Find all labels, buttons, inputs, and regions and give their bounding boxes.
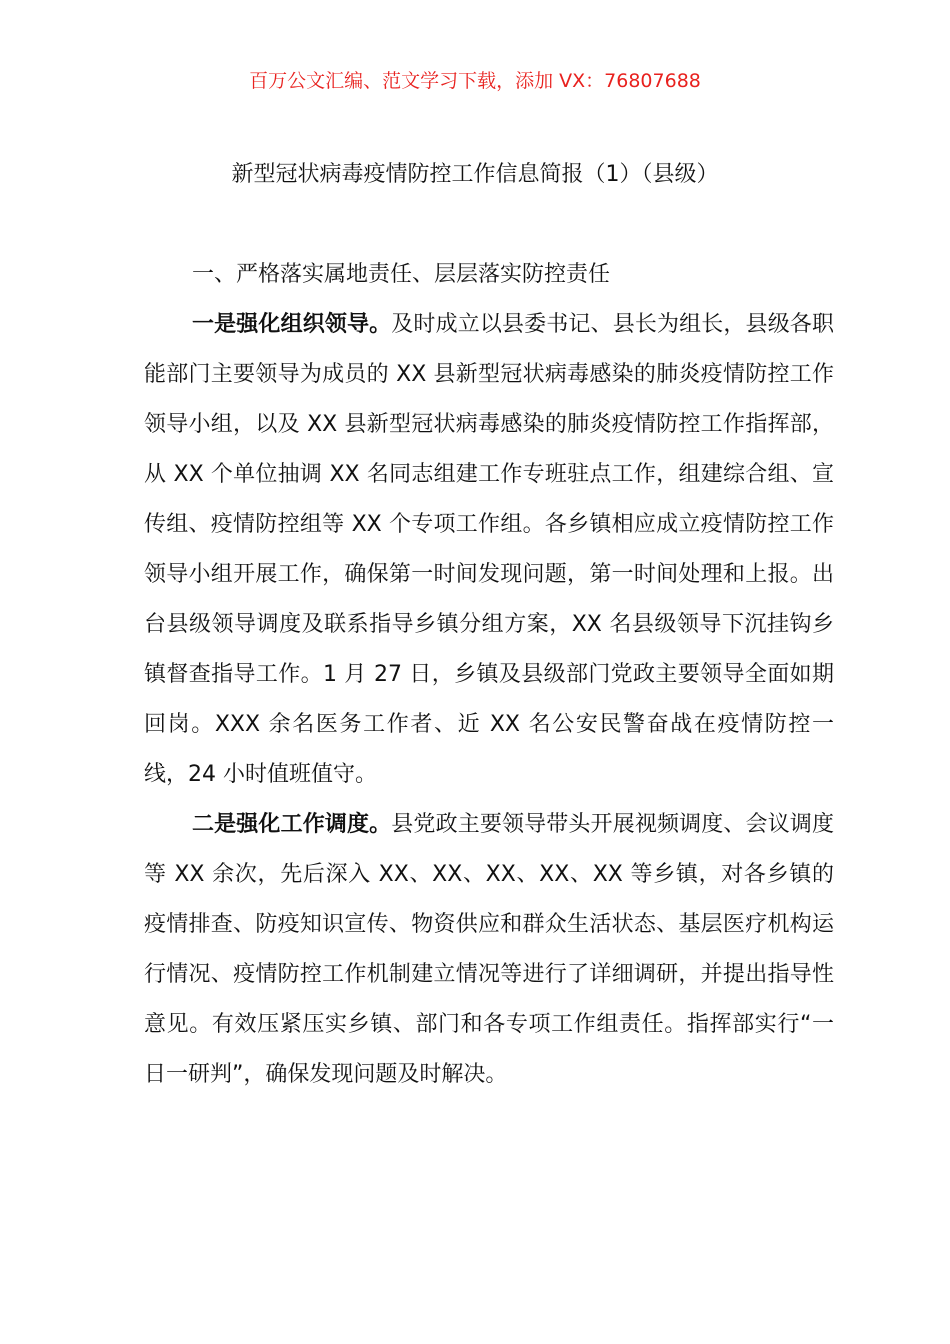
document-title: 新型冠状病毒疫情防控工作信息简报（1）（县级） xyxy=(231,162,719,187)
paragraph-2 xyxy=(144,800,834,1100)
paragraph-2-lead: 二是强化工作调度。 xyxy=(192,812,392,837)
section-heading: 一、严格落实属地责任、层层落实防控责任 xyxy=(192,262,611,287)
paragraph-1-text: 及时成立以县委书记、县长为组长，县级各职能部门主要领导为成员的 XX 县新型冠状病毒感染的肺炎疫情防控工作领导小组，以及 XX 县新型冠状病毒感染的肺炎疫情防控工作指挥部，从 XX 个单位抽调 XX 名同志组建工作专班驻点工作，组建综合组、宣传组、疫情防控组等 XX 个专项工作组。各乡镇相应成立疫情防控工作领导小组开展工作，确保第一时间发现问题，第一时间处理和上报。出台县级领导调度及联系指导乡镇分组方案，XX 名县级领导下沉挂钩乡镇督查指导工作。1 月 27 日，乡镇及县级部门党政主要领导全面如期回岗。XXX 余名医务工作者、近 XX 名公安民警奋战在疫情防控一线，24 小时值班值守。 xyxy=(144,312,834,787)
header-note: 百万公文汇编、范文学习下载，添加 VX：76807688 xyxy=(249,70,701,92)
paragraph-1 xyxy=(144,300,834,800)
document-body xyxy=(144,250,834,1100)
paragraph-1-lead: 一是强化组织领导。 xyxy=(192,312,392,337)
paragraph-2-text: 县党政主要领导带头开展视频调度、会议调度等 XX 余次，先后深入 XX、XX、XX、XX、XX 等乡镇，对各乡镇的疫情排查、防疫知识宣传、物资供应和群众生活状态、基层医疗机构运行情况、疫情防控工作机制建立情况等进行了详细调研，并提出指导性意见。有效压紧压实乡镇、部门和各专项工作组责任。指挥部实行“一日一研判”，确保发现问题及时解决。 xyxy=(144,812,834,1087)
